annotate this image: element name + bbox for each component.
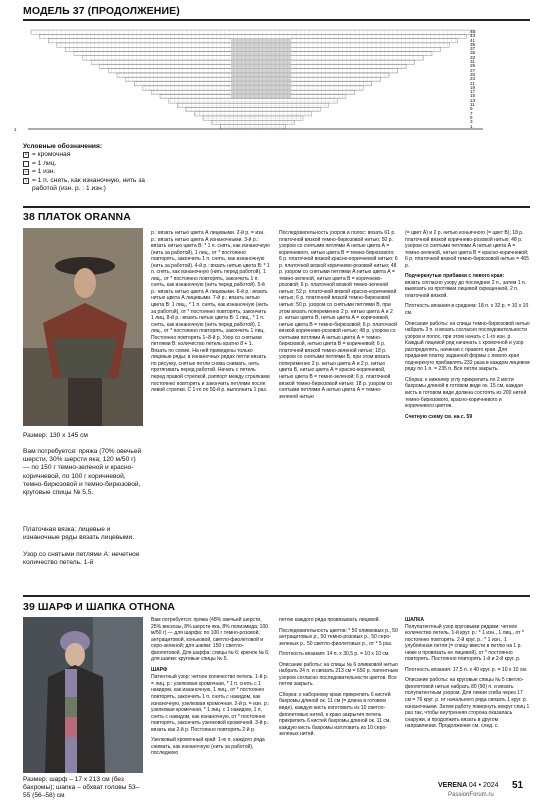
row-label: 9 — [470, 106, 473, 112]
legend-item: \ = 1 п. снять, как изнаночную, нить за работой (изн. р. : 1 изн.) — [23, 177, 153, 194]
column-3: петлю каждого ряда провязывать лицевой. Последовательность цветов: * 50 оливковых р., 50 антрацитовых р., 50 темно-розовых р., 50 серо-зеленых р., 50 светло-фиолетовых р., от * 5 раз. Плотность вязания: 14 п. х 30,5 р. = 10 х 10 см. Описание работы: на спицы № 6 оливковой нитью набрать 24 п. и связать 213 см = 650 р. патентным узором согласно последовательности цветов. Все петли закрыть. Сборка: к наборному краю прикрепить 6 кистей бахромы длиной ок. 11 см (= длина в готовом виде), каждую кисть изготовить из 10 светло-фиолетовых нитей, к краю закрытия петель прикрепить 6 кистей бахромы длиной ок. 11 см, каждую кисть бахромы изготовить из 10 серо-зеленых нитей. — [279, 617, 398, 738]
watermark: PassionForum.ru — [448, 792, 494, 798]
model-photo — [23, 228, 143, 426]
divider — [23, 595, 530, 597]
section-title-37: МОДЕЛЬ 37 (ПРОДОЛЖЕНИЕ) — [23, 5, 180, 17]
work-text: Описание работы: на спицы темно-бирюзовой нитью набрать 3 п. и вязать согласно последовательности узоров и полос, при этом начать с 1-го изн. р. Каждый лицевой ряд начинать с кромочной и узор распределять, начиная с правого края. Для придания платку заданной формы с левого края подчеркнуто прибавлять 232 раза в каждом лицевом ряду по 1 п. = 235 п. Все петли закрыть. — [405, 320, 530, 373]
row-label: 27 — [470, 67, 476, 73]
chart-row — [40, 34, 467, 38]
scarf-heading: ШАРФ — [151, 666, 168, 673]
size-text: Размер: 130 х 145 см — [23, 432, 88, 439]
row-label: 37 — [470, 46, 476, 52]
row-label: 23 — [470, 76, 476, 82]
row-label: 15 — [470, 93, 476, 99]
row-label: 1 — [470, 123, 473, 129]
row-labels-right — [470, 30, 475, 129]
row-label: 21 — [470, 80, 476, 86]
row-label: 25 — [470, 71, 476, 77]
legend-title: Условные обозначения: — [23, 143, 103, 150]
chart-row — [169, 99, 338, 103]
section-title-38: 38 ПЛАТОК ORANNA — [23, 211, 131, 223]
row-label: 5 — [470, 114, 473, 120]
column-2: Вам потребуется: пряжа (48% овечьей шерсти, 25% вискозы, 8% шерсти яка, 8% полиэмида; 100 м/50 г) — для шарфа: по 100 г темно-розовой, антрацитовой, коньковой, светло-фиолетовой и серо-зеленой; для шапки: 150 г светло-фиолетовой. Для шарфа: спицы № 6; крючок № 6; для шапки: круговые спицы № 5. ШАРФ Патентный узор: четное количество петель. 1-й р. = лиц. р.: узелковая кромочная, * 1 п. снять с 1 накидом, как изнаночную, 1 лиц., от * постоянно повторять, закончить 1 п. снять с накидом, как изнаночную, узелковая кромочная. 2-й р. = изн. р.: узелковая кромочная, * 1 лиц. с 1 накидом, 1 п. снять с накидом, как изнаночную, от * постоянно повторять, закончить узелковой кромочной. 3-й р.: вязать как 2-й р. Постоянно повторять 2-й р. Узелковый кромочный край: 1-ю п. каждого ряда снимать, как изнаночную (нить за работой), последнюю — [151, 617, 270, 757]
selvage-icon: • — [23, 152, 29, 158]
legend — [23, 143, 153, 193]
chart-row — [194, 112, 311, 116]
purl-icon: – — [24, 169, 28, 176]
size-text: Размер: шарф – 17 х 213 см (без бахромы); шапка – обхват головы 53–55 (56–58) см — [23, 776, 140, 800]
knit-icon — [23, 161, 29, 167]
row-label: 45 — [470, 29, 476, 34]
chart-row — [186, 107, 320, 111]
row-label: 13 — [470, 97, 476, 103]
column-4: (= цвет А) и 2 р. нитью коньячного (= цвет В); 18 р. платочной вязкой коричнево-розовой нитью; 48 р. узором со снятыми петлями А нитью цвета А = темно-зеленой, нитью цвета В = красно-коричневой; 6 р. платочной вязкой темно-бирюзовой нитью = 465 р. Подчеркнутые прибавки с левого края: вязать согласно узору до последних 2 п., затем 1 п. вывязать из протяжки лицевой скрещенной, 2 п. платочной вязкой. Плотность вязания в среднем: 18 п. х 32 р. = 10 х 10 см. Описание работы: на спицы темно-бирюзовой нитью набрать 3 п. и вязать согласно последовательности узоров и полос, при этом начать с 1-го изн. р. Каждый лицевой ряд начинать с кромочной и узор распределять, начиная с правого края. Для придания платку заданной формы с левого края подчеркнуто прибавлять 232 раза в каждом лицевом ряду по 1 п. = 235 п. Все петли закрыть. Сборка: к нижнему углу прикрепить по 2 кисти бахромы длиной в готовом виде ок. 15 см, каждая кисть в готовом виде должна состоять из 200 нитей темно-бирюзового, красно-коричневого и коричневого цветов. Счетную схему см. на с. 59 — [405, 230, 530, 420]
materials-text: Вам потребуется: пряжа (70% овечьей шерсти, 30% шерсти яка; 120 м/50 г) — по 150 г темно-зеленой и красно-коричневой, по 100 г коричневой, темно-бирюзовой и темно-бирюзовой, круговые спицы № 5,5. — [23, 448, 142, 497]
row-label: 35 — [470, 50, 476, 56]
chart-row — [31, 30, 475, 34]
row-label: 41 — [470, 37, 476, 43]
row-label: 19 — [470, 84, 476, 90]
page-number: 51 — [512, 780, 524, 791]
slip-stitch-icon: \ — [23, 178, 29, 184]
assembly-text: Сборка: к нижнему углу прикрепить по 2 кисти бахромы длиной в готовом виде ок. 15 см, каждая кисть в готовом виде должна состоять из 200 нитей темно-бирюзового, красно-коричневого и коричневого цветов. — [405, 376, 527, 410]
chart-row — [220, 125, 286, 129]
chart-row — [203, 116, 303, 120]
row-label: 39 — [470, 41, 476, 47]
row-label-left: 1 — [14, 127, 17, 132]
plating-text: Платочная вязка: лицевые и изнаночные ряды вязать лицевыми. — [23, 526, 135, 542]
row-label: 43 — [470, 33, 476, 39]
increase-title: Подчеркнутые прибавки с левого края: — [405, 273, 505, 280]
column-3: Последовательность узоров и полос: вязать 61 р. платочной вязкой темно-бирюзовой нитью; 50 р. узором со снятыми петлями А нитью цвета А = коричневого, нитью цвета В = темно-бирюзового; 6 р. платочной вязкой красно-коричневой нитью; 6 р. платочной вязкой коричнево-розовой нитью; 48 р. узором со снятыми петлями А нитью цвета А = темно-зеленой, нитью цвета В = коричнево-розовой; 6 р. платочной вязкой темно-зеленой нитью; 52 р. платочной вязкой красно-коричневой нитью; 6 р. платочной вязкой темно-бирюзовой нитью; 50 р. узором со снятыми петлями В, при этом вязать попеременно 2 р. нитью цвета А и 2 р. нитью цвета В, нитью цвета А = коричневой, нитью цвета В = темно-бирюзовой; 6 р. платочной вязкой коричнево-розовой нитью; 48 р. узором со снятыми петлями А нитью цвета А = темно-бирюзовой, нитью цвета В = коричневой; 6 р. платочной вязкой темно-зеленой нитью; 18 р. узором со снятыми петлями В, при этом вязать попеременно 2 р. нитью цвета А и 2 р. нитью цвета В, нитью цвета А = красно-коричневой, нитью цвета В = темно-зеленой; 6 р. платочной вязкой темно-бирюзовой нитью; 18 р. узором со снятыми петлями А нитью цвета А = темно-зеленой нитью — [279, 230, 398, 400]
row-label: 33 — [470, 54, 476, 60]
legend-item: = 1 лиц. — [23, 160, 153, 168]
legend-item: – = 1 изн. — [24, 168, 56, 176]
chart-ref: Счетную схему см. на с. 59 — [405, 413, 473, 420]
chart-row — [177, 103, 329, 107]
row-label: 17 — [470, 89, 476, 95]
divider — [23, 206, 530, 208]
knitting-chart — [23, 26, 513, 142]
model-photo — [23, 617, 143, 773]
row-label: 29 — [470, 63, 476, 69]
footer-brand: VERENA 04 • 2024 — [438, 782, 499, 789]
row-label: 11 — [470, 102, 475, 108]
section-title-39: 39 ШАРФ И ШАПКА OTHONA — [23, 601, 176, 613]
row-label: 31 — [470, 59, 476, 65]
chart-row — [212, 120, 295, 124]
column-4: ШАПКА Полупатентный узор круговыми рядами: четное количество петель. 1-й круг. р.: * 1 изн., 1 лиц., от * постоянно повторять. 2-й круг. р.: * 1 изн., 1 улублённая петля (= спицу ввести в петлю на 1 р. ниже и провязать ее лицевой), от * постоянно повторять. Постоянно повторять 1-й и 2-й круг. р. Плотность вязания: 17,5 п. х 40 круг. р. = 10 х 10 см. Описание работы: на круговые спицы № 5 светло-фиолетовой нитью набрать 80 (90) п. и вязать полупатентным узором. Для линии сгиба через 17 см = 76 круг. р. от начального ряда связать 1 круг. р. изнаночными. Затем работу повернуть вокруг спиц 1 раз так, чтобы внутренняя сторона оказалась снаружи, и продолжить вязать в другом направлении. Продолжение см. след. с. — [405, 617, 530, 730]
density-text: Плотность вязания в среднем: 18 п. х 32 р. = 10 х 10 см. — [405, 303, 529, 317]
legend-item: • = кромочная — [23, 151, 153, 159]
row-label: 3 — [470, 119, 473, 125]
divider — [23, 19, 530, 21]
hat-heading: ШАПКА — [405, 617, 425, 623]
row-label: 7 — [470, 110, 473, 116]
slip-pattern-text: Узор со снятыми петлями А: нечетное количество петель. 1-й — [23, 551, 140, 567]
column-2: р.: вязать нитью цвета А лицевыми. 2-й р. = изн. р.: вязать нитью цвета А изнаночными. 3-й р.: вязать нитью цвета В: * 1 п. снять, как изнаночную (нить за работой), 1 лиц., от * постоянно повторять, закончить 1 п. снять, как изнаночную (нить за работой). 4-й р.: вязать нитью цвета В: * 1 п. снять, как изнаночную (нить перед работой), 1 лиц., от * постоянно повторять, закончить 1 п. снять, как изнаночную (нить перед работой). 5-й р.: вязать нитью цвета А лицевыми. 6-й р.: вязать нитью цвета А лицевыми. 7-й р.: вязать нитью цвета В: 1 лиц., * 1 п. снять, как изнаночную (нить за работой), от * постоянно повторять, закончить 1 лиц. 8-й р.: вязать нитью цвета В: 1 лиц., * 1 п. снять, как изнаночную (нить перед работой), 1 лиц., от * постоянно повторять, закончить 1 лиц. Постоянно повторять 1–8-й р. Узор со снятыми петлями В: количество петель кратно 8 + 1. Вязать по схеме. На ней приведены только лицевые ряды; в изнаночных рядах петли вязать по рисунку, снятые петли снова снимать, нить протягивать перед работой. Начать с петель перед правой стрелкой, раппорт между стрелками постоянно повторять и закончить петлями после левой стрелки. С 1-го по 50-й р. выполнить 1 раз. — [151, 230, 270, 394]
